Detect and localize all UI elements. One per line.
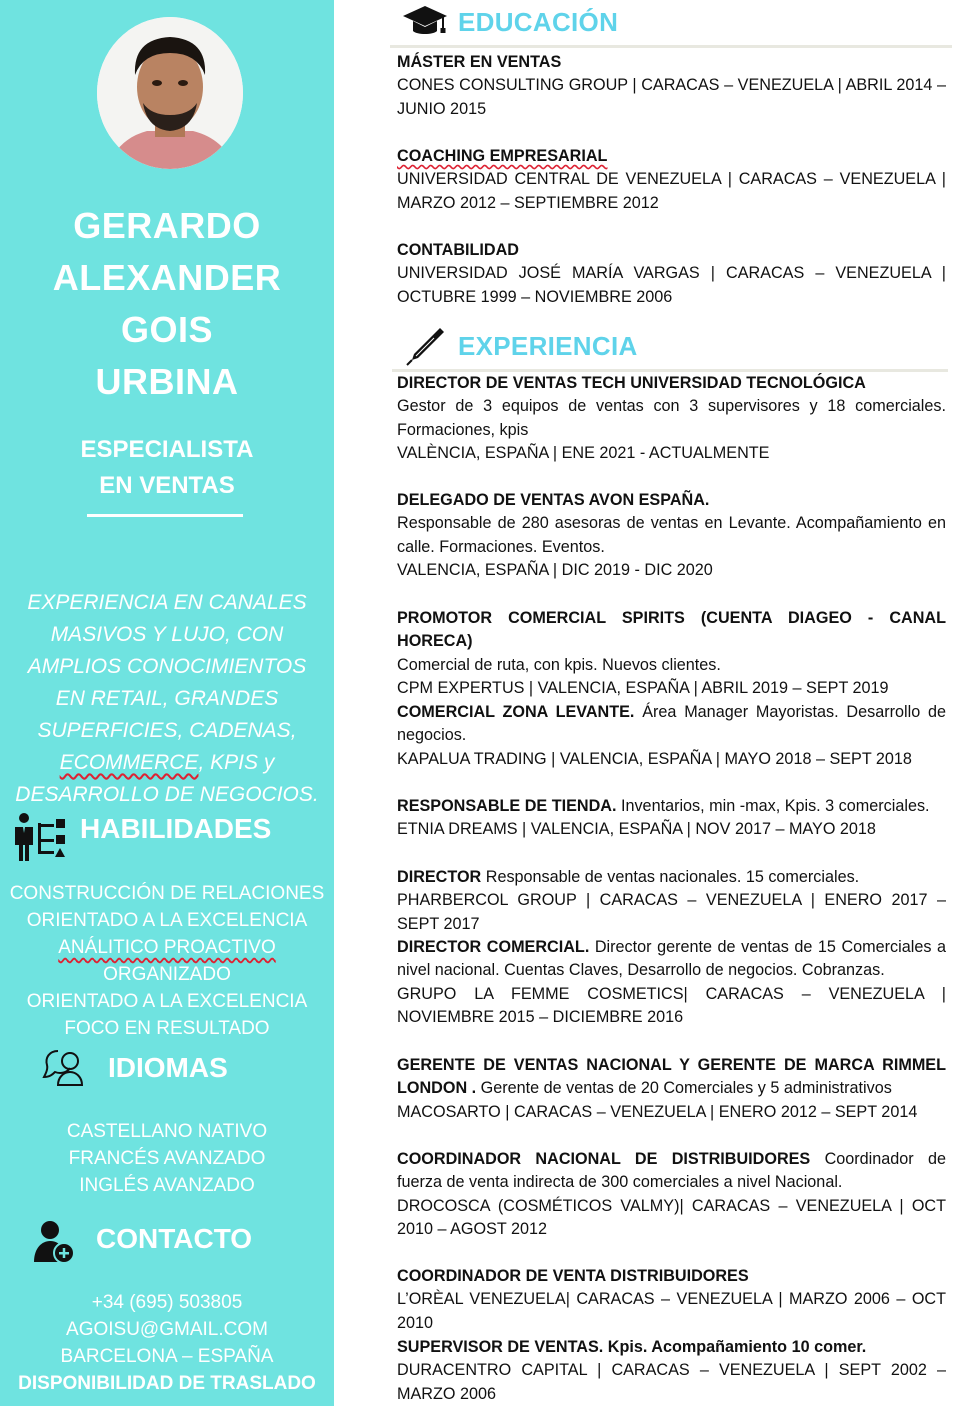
profile-photo	[97, 17, 243, 169]
job-description: Gerente de ventas de 20 Comerciales y 5 administrativos	[476, 1079, 892, 1098]
skill-item-text: ANÁLITICO PROACTIVO	[58, 937, 276, 958]
job-location-dates: DROCOSCA (COSMÉTICOS VALMY)| CARACAS – VENEZUELA | OCT 2010 – AGOST 2012	[397, 1196, 946, 1239]
education-divider	[390, 45, 952, 48]
contact-heading: CONTACTO	[96, 1223, 253, 1254]
job-title: COORDINADOR DE VENTA DISTRIBUIDORES	[397, 1267, 749, 1285]
experience-item	[397, 1148, 946, 1242]
job-summary	[397, 936, 946, 983]
skills-heading: HABILIDADES	[80, 813, 272, 844]
pen-icon	[404, 326, 446, 366]
job-description: Comercial de ruta, con kpis. Nuevos clientes.	[397, 655, 721, 674]
experience-item	[397, 866, 946, 936]
profile-photo-image	[97, 17, 243, 169]
contact-email[interactable]: AGOISU@GMAIL.COM	[66, 1319, 268, 1340]
job-description: Inventarios, min -max, Kpis. 3 comerciales.	[616, 797, 930, 815]
name-line: GERARDO	[73, 205, 261, 246]
experience-item	[397, 795, 946, 842]
job-location-dates: ETNIA DREAMS | VALENCIA, ESPAÑA | NOV 2017 – MAYO 2018	[397, 820, 876, 839]
education-title-text: COACHING EMPRESARIAL	[397, 147, 608, 165]
experience-heading: EXPERIENCIA	[458, 331, 638, 361]
experience-item	[397, 701, 946, 771]
job-title: PROMOTOR COMERCIAL SPIRITS (CUENTA DIAGEO - CANAL HORECA)	[397, 609, 946, 651]
job-description: Director gerente de ventas de 15 Comerciales a nivel nacional. Cuentas Claves, Desarrollo de negocios. Cobranzas.	[397, 938, 946, 980]
job-location-dates: PHARBERCOL GROUP | CARACAS – VENEZUELA | ENERO 2017 – SEPT 2017	[397, 891, 946, 933]
name-line: GOIS	[120, 309, 214, 350]
job-location-dates: MACOSARTO | CARACAS – VENEZUELA | ENERO 2012 – SEPT 2014	[397, 1102, 918, 1121]
experience-item	[397, 936, 946, 1030]
job-title: GERENTE DE VENTAS NACIONAL Y GERENTE DE MARCA RIMMEL LONDON .	[397, 1056, 946, 1098]
education-item	[397, 51, 946, 121]
job-location-dates: VALENCIA, ESPAÑA | DIC 2019 - DIC 2020	[397, 561, 713, 580]
job-summary	[397, 1054, 946, 1101]
summary-text: ECOMMERCE	[59, 751, 199, 774]
job-title	[0, 432, 334, 504]
skills-list	[0, 880, 334, 1042]
job-description: Responsable de 280 asesoras de ventas en Levante. Acompañamiento en calle. Formaciones. Eventos.	[397, 514, 946, 556]
job-location-dates: GRUPO LA FEMME COSMETICS| CARACAS – VENEZUELA | NOVIEMBRE 2015 – DICIEMBRE 2016	[397, 984, 946, 1027]
full-name	[0, 200, 334, 408]
education-item	[397, 239, 946, 309]
language-item: FRANCÉS AVANZADO	[68, 1148, 266, 1169]
language-item: INGLÉS AVANZADO	[79, 1175, 255, 1196]
job-title: DIRECTOR	[397, 868, 482, 886]
job-title: RESPONSABLE DE TIENDA.	[397, 797, 617, 815]
job-title: SUPERVISOR DE VENTAS. Kpis. Acompañamiento 10 comer.	[397, 1338, 867, 1356]
contact-person-icon	[34, 1220, 76, 1264]
summary-text: , KPIS y DESARROLLO DE NEGOCIOS.	[15, 751, 319, 806]
skill-item: FOCO EN RESULTADO	[64, 1018, 270, 1039]
job-title: COORDINADOR NACIONAL DE DISTRIBUIDORES	[397, 1150, 811, 1168]
job-title: DELEGADO DE VENTAS AVON ESPAÑA.	[397, 491, 710, 509]
skills-hierarchy-icon	[12, 811, 66, 863]
job-description: Gestor de 3 equipos de ventas con 3 supervisores y 18 comerciales. Formaciones, kpis	[397, 397, 946, 439]
job-summary	[397, 795, 946, 818]
summary-text: EXPERIENCIA EN CANALES MASIVOS Y LUJO, CON AMPLIOS CONOCIMIENTOS EN RETAIL, GRANDES SUPERFICIES, CADENAS,	[27, 591, 307, 742]
education-heading: EDUCACIÓN	[458, 7, 619, 37]
education-title	[397, 145, 946, 168]
experience-item	[397, 607, 946, 701]
name-line: URBINA	[95, 361, 239, 402]
graduation-cap-icon	[402, 4, 448, 38]
experience-item	[397, 1336, 946, 1406]
job-description: Coordinador de fuerza de venta indirecta de 300 comerciales a nivel Nacional.	[397, 1150, 946, 1192]
contact-location: BARCELONA – ESPAÑA	[60, 1346, 274, 1367]
job-location-dates: CPM EXPERTUS | VALENCIA, ESPAÑA | ABRIL 2019 – SEPT 2019	[397, 679, 889, 698]
profile-summary	[14, 587, 320, 811]
skill-item: ORIENTADO A LA EXCELENCIA	[26, 910, 308, 931]
job-location-dates: L’ORÈAL VENEZUELA| CARACAS – VENEZUELA | MARZO 2006 – OCT 2010	[397, 1290, 946, 1332]
education-detail: UNIVERSIDAD JOSÉ MARÍA VARGAS | CARACAS – VENEZUELA | OCTUBRE 1999 – NOVIEMBRE 2006	[397, 264, 946, 306]
job-location-dates: KAPALUA TRADING | VALENCIA, ESPAÑA | MAYO 2018 – SEPT 2018	[397, 749, 912, 768]
experience-item	[397, 1265, 946, 1335]
job-summary	[397, 701, 946, 748]
education-detail: UNIVERSIDAD CENTRAL DE VENEZUELA | CARACAS – VENEZUELA | MARZO 2012 – SEPTIEMBRE 2012	[397, 170, 946, 212]
education-item	[397, 145, 946, 215]
experience-item	[397, 489, 946, 583]
education-title: MÁSTER EN VENTAS	[397, 53, 562, 71]
job-location-dates: DURACENTRO CAPITAL | CARACAS – VENEZUELA | SEPT 2002 – MARZO 2006	[397, 1361, 946, 1403]
languages-chat-icon	[42, 1047, 90, 1087]
experience-item	[397, 372, 946, 466]
job-summary	[397, 1148, 946, 1195]
skill-item: CONSTRUCCIÓN DE RELACIONES	[9, 883, 325, 904]
job-description: Área Manager Mayoristas. Desarrollo de negocios.	[397, 703, 946, 745]
name-line: ALEXANDER	[52, 257, 282, 298]
job-description: Responsable de ventas nacionales. 15 comerciales.	[481, 868, 860, 886]
contact-list	[0, 1289, 334, 1397]
job-title: COMERCIAL ZONA LEVANTE.	[397, 703, 635, 721]
job-summary	[397, 866, 946, 889]
role-line: ESPECIALISTA	[80, 436, 254, 463]
role-line: EN VENTAS	[99, 472, 235, 499]
title-divider	[87, 514, 243, 517]
job-location-dates: VALÈNCIA, ESPAÑA | ENE 2021 - ACTUALMENTE	[397, 444, 770, 463]
sidebar	[0, 0, 334, 1406]
job-title: DIRECTOR COMERCIAL.	[397, 938, 590, 956]
skill-item	[0, 934, 334, 961]
experience-item	[397, 1054, 946, 1124]
languages-list	[0, 1118, 334, 1199]
skill-item: ORIENTADO A LA EXCELENCIA	[26, 991, 308, 1012]
relocation-note: DISPONIBILIDAD DE TRASLADO	[18, 1373, 316, 1394]
languages-heading: IDIOMAS	[108, 1052, 228, 1083]
contact-phone[interactable]: +34 (695) 503805	[91, 1292, 243, 1313]
job-title: DIRECTOR DE VENTAS TECH UNIVERSIDAD TECNOLÓGICA	[397, 374, 866, 392]
skill-item: ORGANIZADO	[103, 964, 231, 985]
education-title: CONTABILIDAD	[397, 241, 519, 259]
education-detail: CONES CONSULTING GROUP | CARACAS – VENEZUELA | ABRIL 2014 – JUNIO 2015	[397, 76, 946, 118]
language-item: CASTELLANO NATIVO	[66, 1121, 268, 1142]
